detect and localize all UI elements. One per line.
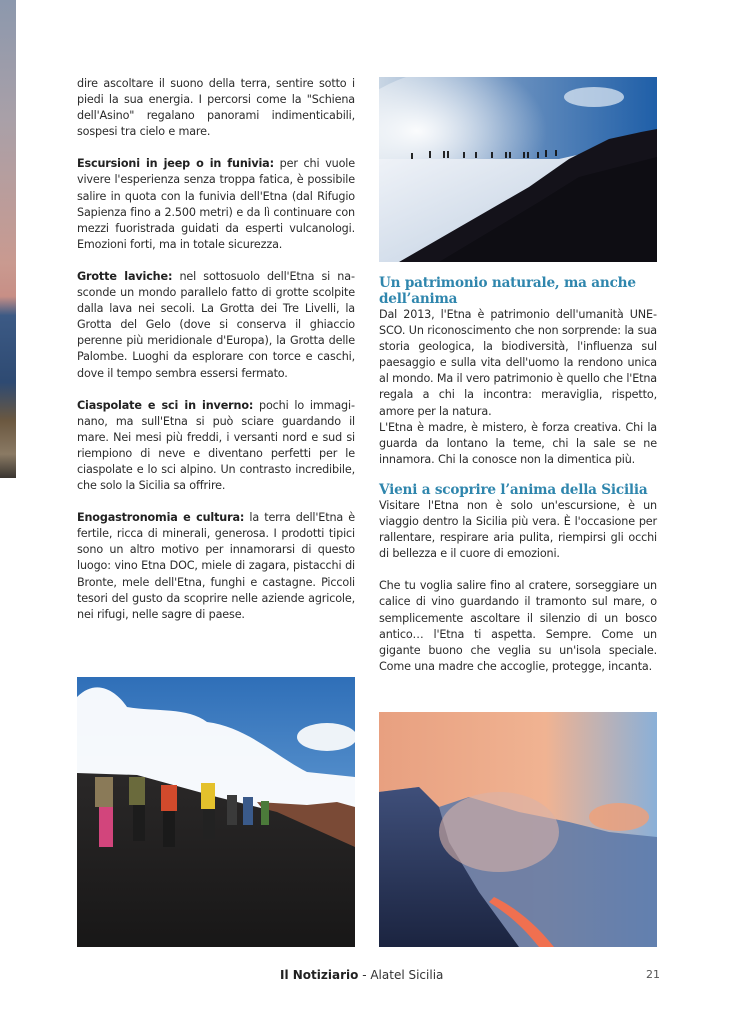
publisher-name: Alatel Sicilia <box>370 968 444 982</box>
section-jeep-funivia <box>77 156 355 253</box>
footer-separator: - <box>358 968 371 982</box>
vieni-paragraph-1: Visitare l'Etna non è solo un'escursione, è un viaggio dentro la Sicilia più vera. È l'occasione per rallentare, respirare aria pulita, riempirsi gli occhi di bellezza e il cuore di emozioni. <box>379 498 657 561</box>
heading-vieni-a-scoprire: Vieni a scoprire l’anima della Sicilia <box>379 481 648 498</box>
publication-name: Il Notiziario <box>280 968 359 982</box>
section-text: pochi lo immaginano, ma sull'Etna si può sciare guardando il mare. Nei mesi più freddi, i versanti nord e sud si riempiono di neve e diventano perfetti per le ciaspolate e lo sci alpino. Un contrasto incredibile, che solo la Sicilia sa offrire. <box>77 398 355 493</box>
page-number: 21 <box>646 968 660 981</box>
section-title: Enogastronomia e cultura: <box>77 511 245 525</box>
previous-page-image-edge <box>0 0 16 478</box>
snow-ridge-photo <box>379 77 657 262</box>
patrimonio-paragraph-1: Dal 2013, l'Etna è patrimonio dell'umanità UNESCO. Un riconoscimento che non sorprende: la sua storia geologica, la biodiversità, l'influenza sul paesaggio e sulla vita dell'uomo la rendono unica al mondo. Ma il vero patrimonio è quello che l'Etna regala a chi la incontra: meraviglia, rispetto, amore per la natura. <box>379 308 657 418</box>
intro-paragraph: dire ascoltare il suono della terra, sentire sotto i piedi la sua energia. I percorsi come la "Schiena dell'Asino" regalano panorami indimenticabili, sospesi tra cielo e mare. <box>77 77 355 139</box>
section-text: nel sottosuolo dell'Etna si nasconde un mondo parallelo fatto di grotte scolpite dalla lava nei secoli. La Grotta dei Tre Livelli, la Grotta del Gelo (dove si conserva il ghiaccio perenne più meridionale d'Europa), la Grotta delle Palombe. Luoghi da esplorare con torce e caschi, dove il tempo sembra essersi fermato. <box>77 269 355 380</box>
section-enogastronomia <box>77 510 355 623</box>
section-text: per chi vuole vivere l'esperienza senza troppa fatica, è possibile salire in quota con la funivia dell'Etna (dal Rifugio Sapienza fino a 2.500 metri) e da lì continuare con mezzi fuoristrada guidati da esperti vulcanologi. Emozioni forti, ma in totale sicurezza. <box>77 157 355 251</box>
publication-credit <box>280 968 443 982</box>
lava-eruption-photo <box>379 712 657 947</box>
section-title: Grotte laviche: <box>77 269 173 283</box>
section-text: la terra dell'Etna è fertile, ricca di minerali, generosa. I prodotti tipici sono un altro motivo per innamorarsi di questo luogo: vino Etna DOC, miele di zagara, pistacchi di Bronte, mele dell'Etna, funghi e castagne. Piccoli tesori del gusto da scoprire nelle aziende agricole, nei rifugi, nelle sagre di paese. <box>77 511 355 621</box>
hikers-group-photo <box>77 677 355 947</box>
section-ciaspolate <box>77 398 355 495</box>
heading-patrimonio: Un patrimonio naturale, ma anche dell’anima <box>379 275 636 307</box>
section-title: Ciaspolate e sci in inverno: <box>77 398 254 412</box>
patrimonio-paragraph-2: L'Etna è madre, è mistero, è forza creativa. Chi la guarda da lontano la teme, chi la sale se ne innamora. Chi la conosce non la dimentica più. <box>379 420 657 466</box>
vieni-paragraph-2: Che tu voglia salire fino al cratere, sorseggiare un calice di vino guardando il tramonto sul mare, o semplicemente ascoltare il silenzio di un bosco antico… l'Etna ti aspetta. Sempre. Come un gigante buono che veglia su un'isola speciale. Come una madre che accoglie, protegge, incanta. <box>379 579 657 673</box>
left-column <box>77 76 355 623</box>
section-grotte <box>77 269 355 382</box>
right-column <box>379 275 657 675</box>
section-title: Escursioni in jeep o in funivia: <box>77 157 274 171</box>
